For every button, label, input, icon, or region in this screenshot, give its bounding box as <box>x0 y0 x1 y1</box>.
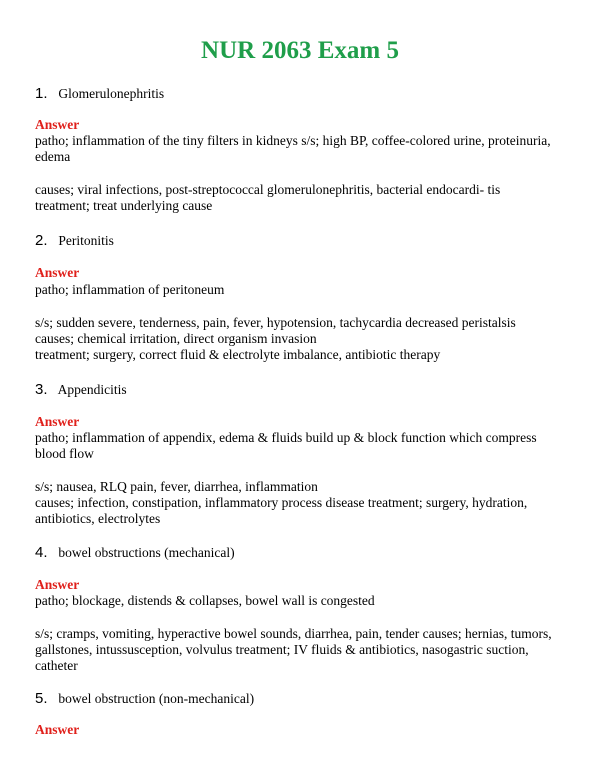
answer-line: causes; chemical irritation, direct organism invasion <box>35 331 317 346</box>
answer-text-1 <box>35 133 574 214</box>
answer-label: Answer <box>35 117 80 132</box>
answer-spacer <box>35 609 574 626</box>
answer-line: edema <box>35 149 71 164</box>
question-text: Glomerulonephritis <box>58 86 165 101</box>
answer-line: patho; inflammation of the tiny filters in kidneys s/s; high BP, coffee-colored urine, proteinuria, <box>35 133 551 148</box>
question-number: 4. <box>35 544 48 561</box>
question-number: 3. <box>35 381 48 398</box>
answer-line: antibiotics, electrolytes <box>35 511 161 526</box>
answer-line: patho; blockage, distends & collapses, bowel wall is congested <box>35 593 375 608</box>
page-title: NUR 2063 Exam 5 <box>201 37 399 64</box>
question-4 <box>35 545 570 561</box>
question-text: bowel obstruction (non-mechanical) <box>58 691 255 706</box>
answer-label: Answer <box>35 265 80 280</box>
question-5 <box>35 691 570 707</box>
answer-line: patho; inflammation of peritoneum <box>35 282 225 297</box>
answer-line: treatment; surgery, correct fluid & electrolyte imbalance, antibiotic therapy <box>35 347 441 362</box>
question-text: Peritonitis <box>58 233 114 248</box>
answer-label: Answer <box>35 722 80 737</box>
answer-line: s/s; sudden severe, tenderness, pain, fever, hypotension, tachycardia decreased peristalsis <box>35 315 516 330</box>
question-1 <box>35 86 570 102</box>
answer-line: treatment; treat underlying cause <box>35 198 213 213</box>
answer-text-2 <box>35 282 574 363</box>
answer-line: blood flow <box>35 446 94 461</box>
answer-line: causes; viral infections, post-streptococcal glomerulonephritis, bacterial endocardi- tis <box>35 182 501 197</box>
question-number: 1. <box>35 85 48 102</box>
answer-label: Answer <box>35 577 80 592</box>
answer-label: Answer <box>35 414 80 429</box>
question-text: Appendicitis <box>57 382 127 397</box>
answer-line: patho; inflammation of appendix, edema & fluids build up & block function which compress <box>35 430 537 445</box>
question-3 <box>35 382 570 398</box>
answer-text-3 <box>35 430 574 527</box>
answer-spacer <box>35 462 574 479</box>
answer-line: s/s; nausea, RLQ pain, fever, diarrhea, inflammation <box>35 479 318 494</box>
answer-line: gallstones, intussusception, volvulus treatment; IV fluids & antibiotics, nasogastric suction, <box>35 642 529 657</box>
question-number: 2. <box>35 232 48 249</box>
answer-spacer <box>35 298 574 315</box>
answer-line: s/s; cramps, vomiting, hyperactive bowel sounds, diarrhea, pain, tender causes; hernias, tumors, <box>35 626 552 641</box>
question-number: 5. <box>35 690 48 707</box>
answer-line: catheter <box>35 658 78 673</box>
question-2 <box>35 233 570 249</box>
answer-line: causes; infection, constipation, inflammatory process disease treatment; surgery, hydration, <box>35 495 528 510</box>
answer-spacer <box>35 165 574 182</box>
answer-text-4 <box>35 593 574 674</box>
question-text: bowel obstructions (mechanical) <box>58 545 235 560</box>
